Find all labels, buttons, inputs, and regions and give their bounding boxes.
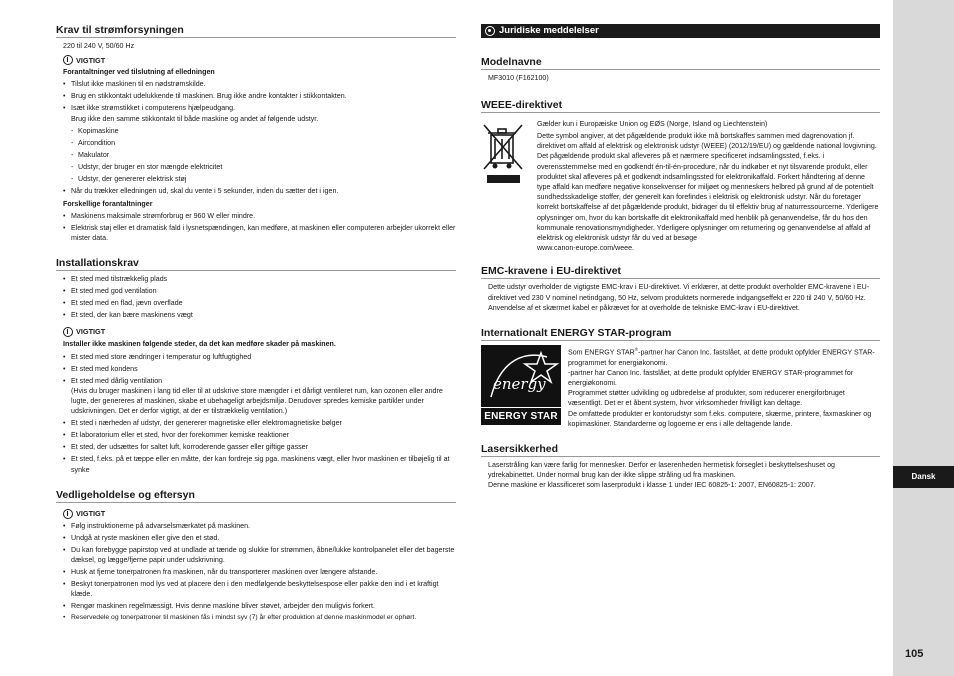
energy-logo-script: energy: [493, 374, 546, 393]
list-item: • Et sted med en flad, jævn overflade: [71, 298, 456, 308]
install-section: [56, 257, 456, 474]
energy-section: [481, 327, 880, 429]
list-item: • Reservedele og tonerpatroner til maskinen fås i mindst syv (7) år efter produktion af denne maskinmodel er ophørt.: [71, 613, 456, 623]
list-item: • Et sted, f.eks. på et tæppe eller en måtte, der kan fordreje sig pga. maskinens vægt, eller hvor maskinen er tilbøjelig til at synke: [71, 454, 456, 474]
list-item: • Maskinens maksimale strømforbrug er 960 W eller mindre.: [71, 211, 456, 221]
weee-section: [481, 99, 880, 253]
warning-icon: [63, 327, 73, 337]
left-column: [56, 24, 456, 633]
list-item: • Et sted i nærheden af udstyr, der genererer magnetiske eller elektromagnetiske bølger: [71, 418, 456, 428]
list-item: • Elektrisk støj eller et dramatisk fald i lysnetspændingen, kan medføre, at maskinen eller computeren arbejder ukorrekt eller mister data.: [71, 223, 456, 243]
right-column: [481, 24, 880, 501]
weee-url[interactable]: www.canon-europe.com/weee.: [537, 244, 634, 253]
install-heading: Installationskrav: [56, 257, 456, 271]
power-dash-list: [56, 126, 456, 184]
power-subheading-2: Forskellige forantaltninger: [63, 199, 153, 208]
energy-line-2: -partner har Canon Inc. fastslået, at dette produkt opfylder ENERGY STAR-programmet for energiøkonomi.: [568, 368, 854, 387]
energy-line-1: Som ENERGY STAR®-partner har Canon Inc. fastslået, at dette produkt opfylder ENERGY STAR-programmet for energiøkonomi.: [568, 346, 875, 367]
maintenance-section: [56, 489, 456, 624]
list-item: • Et sted, der kan bære maskinens vægt: [71, 310, 456, 320]
weee-row: [481, 119, 880, 253]
list-item: - Kopimaskine: [78, 126, 456, 136]
model-name: MF3010 (F162100): [488, 74, 549, 82]
install-warning-text: Installer ikke maskinen følgende steder, da det kan medføre skader på maskinen.: [63, 339, 336, 348]
list-item: • Et sted, der udsættes for saltet luft, korroderende gasser eller giftige gasser: [71, 442, 456, 452]
list-item: • Et sted med store ændringer i temperatur og luftfugtighed: [71, 352, 456, 362]
list-item: • Du kan forebygge papirstop ved at undlade at tænde og slukke for strømmen, åbne/lukke kontrolpanelet eller det bagerste dæksel, og lægge/fjerne papir under udskrivning.: [71, 545, 456, 565]
weee-intro: Gælder kun i Europæiske Union og EØS (Norge, Island og Liechtenstein): [537, 120, 768, 129]
list-item: • Undgå at ryste maskinen eller give den et stød.: [71, 533, 456, 543]
weee-text-block: [537, 119, 880, 253]
list-item: • Et laboratorium eller et sted, hvor der forekommer kemiske reaktioner: [71, 430, 456, 440]
energy-line-3: Programmet støtter udvikling og udbredelse af produkter, som reducerer energiforbruget væsentligt. Det er et åbent system, hvor virksomheder frivilligt kan deltage.: [568, 389, 845, 408]
emc-section: [481, 265, 880, 313]
power-note: Brug ikke den samme stikkontakt til både maskine og andet af følgende udstyr.: [71, 114, 319, 123]
warning-icon: [63, 509, 73, 519]
energy-line-4: De omfattede produkter er kontorudstyr som f.eks. computere, skærme, printere, faxmaskiner og kopimaskiner. Standarderne og logoerne er ens i alle deltagende lande.: [568, 409, 872, 428]
list-item: • Husk at fjerne tonerpatronen fra maskinen, når du transporterer maskinen over længere afstande.: [71, 567, 456, 577]
laser-body-2: Denne maskine er klassificeret som laserprodukt i klasse 1 under IEC 60825-1: 2007, EN60825-1: 2007.: [488, 481, 816, 490]
power-spec: 220 til 240 V, 50/60 Hz: [63, 42, 135, 50]
weee-bin-icon: [481, 119, 533, 253]
power-subheading-1: Forantaltninger ved tilslutning af elledningen: [63, 68, 215, 77]
list-item: • Et sted med kondens: [71, 364, 456, 374]
power-list-1: [56, 79, 456, 113]
list-item: • Brug en stikkontakt udelukkende til maskinen. Brug ikke andre kontakter i stikkontakten.: [71, 91, 456, 101]
warning-icon: [63, 55, 73, 65]
list-item: • Følg instruktionerne på advarselsmærkatet på maskinen.: [71, 521, 456, 531]
energy-heading: Internationalt ENERGY STAR-program: [481, 327, 880, 341]
install-warning-list: [56, 352, 456, 475]
power-list-1b: [56, 186, 456, 196]
list-item: - Makulator: [78, 150, 456, 160]
list-item: - Udstyr, der genererer elektrisk støj: [78, 174, 456, 184]
language-tab: Dansk: [893, 466, 954, 488]
page-sidebar: [893, 0, 954, 676]
list-item: • Et sted med tilstrækkelig plads: [71, 274, 456, 284]
energy-star-logo: [481, 345, 561, 425]
list-item: • Tilslut ikke maskinen til en nødstrømskilde.: [71, 79, 456, 89]
laser-section: [481, 443, 880, 491]
laser-heading: Lasersikkerhed: [481, 443, 880, 457]
model-heading: Modelnavne: [481, 56, 880, 70]
list-item: - Aircondition: [78, 138, 456, 148]
weee-heading: WEEE-direktivet: [481, 99, 880, 113]
legal-notices-bar: Juridiske meddelelser: [481, 24, 880, 38]
emc-body: Dette udstyr overholder de vigtigste EMC-krav i EU-direktivet. Vi erklærer, at dette produkt overholder EMC-kravene i EU-direktivet ved 230 V nominel netindgang, 50 Hz, selvom produktets normerede indgangseffekt er 220 til 240 V, 50/60 Hz. Anvendelse af et skærmet kabel er påkrævet for at overholde de tekniske EMC-krav i EU-direktivet.: [488, 283, 870, 312]
power-heading: Krav til strømforsyningen: [56, 24, 456, 38]
energy-text-block: [568, 345, 880, 429]
list-item: • Et sted med god ventilation: [71, 286, 456, 296]
power-warning: VIGTIGT: [63, 55, 456, 65]
list-item: • Rengør maskinen regelmæssigt. Hvis denne maskine bliver støvet, arbejder den muligvis forkert.: [71, 601, 456, 611]
power-list-2: [56, 211, 456, 243]
maintenance-heading: Vedligeholdelse og eftersyn: [56, 489, 456, 503]
maintenance-warning: VIGTIGT: [63, 509, 456, 519]
install-list: [56, 274, 456, 320]
weee-body: Dette symbol angiver, at det pågældende produkt ikke må bortskaffes sammen med dagrenovation jf. direktivet om affald af elektrisk og elektronisk udstyr (WEEE) (2012/19/EU) og gældende national lovgivning. Det pågældende produkt skal afleveres på et nærmere specificeret indsamlingssted, f.eks. i overensstemmelse med en godkendt én-til-én-procedure, når du indkøber et nyt tilsvarende produkt, eller produktet skal afleveres på et godkendt indsamlingssted for elektronikaffald. Forkert håndtering af denne type affald kan medføre negative konsekvenser for miljøet og menneskers helbred på grund af de potentielt sundhedsskadelige stoffer, der generelt kan forefindes i elektrisk og elektronisk udstyr. Når du foretager korrekt bortskaffelse af det pågældende produkt, bidrager du til effektiv brug af naturressourcerne. Yderligere oplysninger om, hvor du kan bortskaffe dit elektronikaffald med henblik på genanvendelse, får du hos den kommunale renovationsmyndigheder. Yderligere oplysninger om returnering og genanvendelse af affald af elektrisk og elektronisk udstyr får du ved at besøge: [537, 131, 879, 242]
model-section: [481, 56, 880, 83]
list-item: • Isæt ikke strømstikket i computerens hjælpeudgang.: [71, 103, 456, 113]
energy-star-label: ENERGY STAR: [481, 407, 561, 425]
install-warning: VIGTIGT: [63, 327, 456, 337]
emc-heading: EMC-kravene i EU-direktivet: [481, 265, 880, 279]
energy-row: [481, 345, 880, 429]
list-item: - Udstyr, der bruger en stor mængde elektricitet: [78, 162, 456, 172]
maintenance-list: [56, 521, 456, 624]
list-item: • Et sted med dårlig ventilation (Hvis du bruger maskinen i lang tid eller til at udskrive store mængder i et dårligt ventileret rum, kan ozonen eller andre lugte, der genereres af maskinen, skabe et ubehageligt arbejdsmiljø. Derudover spredes kemiske partikler under udskrivningen. Det er derfor vigtigt, at der er tilstrækkelig ventilation.): [71, 376, 456, 417]
list-item: • Beskyt tonerpatronen mod lys ved at placere den i den medfølgende beskyttelsespose eller pakke den ind i et kraftigt klæde.: [71, 579, 456, 599]
globe-icon: [485, 26, 495, 36]
power-section: [56, 24, 456, 243]
laser-body-1: Laserstråling kan være farlig for mennesker. Derfor er laserenheden hermetisk forseglet i beskyttelseshuset og ydrekabinettet. Under normal brug kan der ikke slippe stråling ud fra maskinen.: [488, 460, 835, 480]
page-number: 105: [905, 648, 924, 660]
list-item: • Når du trækker elledningen ud, skal du vente i 5 sekunder, inden du sætter det i igen.: [71, 186, 456, 196]
